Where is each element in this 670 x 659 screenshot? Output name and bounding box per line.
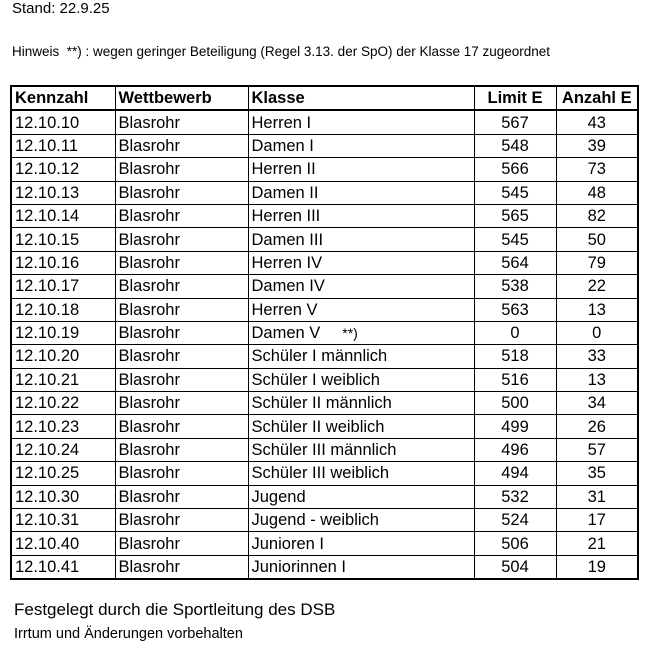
table-row [11,275,638,298]
cell-anzahl: 57 [556,438,638,461]
cell-klasse [248,415,474,438]
cell-kennzahl: 12.10.11 [11,134,115,157]
table-row [11,368,638,391]
cell-kennzahl: 12.10.14 [11,204,115,227]
cell-anzahl: 35 [556,462,638,485]
cell-anzahl: 39 [556,134,638,157]
klasse-label: Damen IV [251,277,325,296]
table-row [11,204,638,227]
cell-kennzahl: 12.10.30 [11,485,115,508]
cell-klasse [248,368,474,391]
cell-limit: 524 [474,509,556,532]
klasse-label: Jugend [251,487,306,506]
klasse-label: Juniorinnen I [251,558,346,576]
cell-kennzahl: 12.10.40 [11,532,115,555]
klasse-label: Damen V [251,324,321,343]
cell-kennzahl: 12.10.25 [11,462,115,485]
klasse-label: Damen III [251,230,324,249]
cell-wettbewerb: Blasrohr [115,298,248,321]
cell-wettbewerb: Blasrohr [115,158,248,181]
table-row [11,392,638,415]
cell-klasse [248,228,474,251]
table-row [11,228,638,251]
cell-limit: 518 [474,345,556,368]
cell-limit: 564 [474,251,556,274]
cell-wettbewerb: Blasrohr [115,462,248,485]
cell-limit: 516 [474,368,556,391]
table-row [11,321,638,344]
table-row [11,438,638,461]
cell-anzahl: 50 [556,228,638,251]
cell-anzahl: 31 [556,485,638,508]
klasse-label: Schüler III männlich [251,441,397,460]
cell-anzahl: 21 [556,532,638,555]
cell-klasse [248,181,474,204]
klasse-label: Schüler II weiblich [251,417,385,436]
cell-wettbewerb: Blasrohr [115,345,248,368]
cell-wettbewerb: Blasrohr [115,485,248,508]
cell-kennzahl: 12.10.41 [11,555,115,579]
table-row [11,462,638,485]
cell-limit: 545 [474,228,556,251]
header-row [11,86,638,110]
cell-wettbewerb: Blasrohr [115,228,248,251]
cell-kennzahl: 12.10.12 [11,158,115,181]
cell-kennzahl: 12.10.15 [11,228,115,251]
cell-klasse [248,158,474,181]
cell-klasse [248,485,474,508]
table-row [11,532,638,555]
table-row [11,415,638,438]
cell-wettbewerb: Blasrohr [115,251,248,274]
cell-kennzahl: 12.10.22 [11,392,115,415]
cell-wettbewerb: Blasrohr [115,368,248,391]
table-row [11,345,638,368]
cell-klasse [248,321,474,344]
cell-kennzahl: 12.10.19 [11,321,115,344]
column-header-limit: Limit E [474,86,556,110]
cell-klasse [248,392,474,415]
cell-wettbewerb: Blasrohr [115,110,248,134]
cell-wettbewerb: Blasrohr [115,204,248,227]
cell-limit: 0 [474,321,556,344]
cell-anzahl: 43 [556,110,638,134]
table-row [11,298,638,321]
cell-wettbewerb: Blasrohr [115,532,248,555]
klasse-label: Herren I [251,113,312,132]
cell-limit: 532 [474,485,556,508]
cell-limit: 538 [474,275,556,298]
cell-klasse [248,345,474,368]
klasse-label: Junioren I [251,534,324,553]
table-row [11,158,638,181]
klasse-label: Herren III [251,207,321,226]
cell-wettbewerb: Blasrohr [115,555,248,579]
cell-anzahl: 34 [556,392,638,415]
table-body [11,110,638,579]
cell-kennzahl: 12.10.24 [11,438,115,461]
table-header [11,86,638,110]
cell-klasse [248,110,474,134]
table-row [11,251,638,274]
table-row [11,134,638,157]
cell-limit: 548 [474,134,556,157]
column-header-wettbewerb: Wettbewerb [115,86,248,110]
cell-anzahl: 33 [556,345,638,368]
cell-kennzahl: 12.10.31 [11,509,115,532]
cell-limit: 499 [474,415,556,438]
cell-anzahl: 79 [556,251,638,274]
klasse-label: Schüler I weiblich [251,370,380,389]
cell-anzahl: 13 [556,368,638,391]
cell-anzahl: 13 [556,298,638,321]
klasse-label: Herren V [251,300,318,319]
cell-anzahl: 82 [556,204,638,227]
cell-anzahl: 17 [556,509,638,532]
cell-klasse [248,204,474,227]
cell-limit: 566 [474,158,556,181]
table-row [11,555,638,579]
klasse-label: Herren II [251,160,316,179]
cell-kennzahl: 12.10.16 [11,251,115,274]
table-row [11,181,638,204]
cell-wettbewerb: Blasrohr [115,392,248,415]
column-header-anzahl: Anzahl E [556,86,638,110]
column-header-kennzahl: Kennzahl [11,86,115,110]
cell-klasse [248,134,474,157]
footer-disclaimer: Irrtum und Änderungen vorbehalten [14,626,243,642]
results-table [10,85,639,580]
cell-klasse [248,438,474,461]
table-row [11,110,638,134]
cell-limit: 504 [474,555,556,579]
cell-wettbewerb: Blasrohr [115,275,248,298]
cell-wettbewerb: Blasrohr [115,181,248,204]
cell-kennzahl: 12.10.23 [11,415,115,438]
cell-limit: 563 [474,298,556,321]
cell-limit: 565 [474,204,556,227]
cell-limit: 567 [474,110,556,134]
column-header-klasse: Klasse [248,86,474,110]
klasse-label: Jugend - weiblich [251,511,379,530]
cell-anzahl: 19 [556,555,638,579]
cell-wettbewerb: Blasrohr [115,438,248,461]
hinweis-note: Hinweis **) : wegen geringer Beteiligung (Regel 3.13. der SpO) der Klasse 17 zugeordnet [12,44,551,59]
cell-limit: 500 [474,392,556,415]
table-row [11,485,638,508]
cell-klasse [248,555,474,579]
klasse-label: Damen II [251,183,319,202]
cell-wettbewerb: Blasrohr [115,321,248,344]
klasse-label: Schüler III weiblich [251,464,390,483]
cell-kennzahl: 12.10.13 [11,181,115,204]
klasse-label: Schüler I männlich [251,347,388,366]
footer-sportleitung: Festgelegt durch die Sportleitung des DSB [14,600,336,619]
cell-klasse [248,275,474,298]
cell-limit: 496 [474,438,556,461]
cell-anzahl: 73 [556,158,638,181]
cell-klasse [248,462,474,485]
cell-kennzahl: 12.10.21 [11,368,115,391]
cell-limit: 494 [474,462,556,485]
cell-anzahl: 26 [556,415,638,438]
cell-klasse [248,298,474,321]
cell-klasse [248,532,474,555]
cell-anzahl: 48 [556,181,638,204]
cell-kennzahl: 12.10.20 [11,345,115,368]
table-row [11,509,638,532]
cell-anzahl: 0 [556,321,638,344]
cell-klasse [248,251,474,274]
cell-kennzahl: 12.10.18 [11,298,115,321]
cell-limit: 545 [474,181,556,204]
klasse-label: Damen I [251,136,314,155]
klasse-label: Schüler II männlich [251,394,392,413]
cell-wettbewerb: Blasrohr [115,134,248,157]
cell-limit: 506 [474,532,556,555]
klasse-label: Herren IV [251,253,323,272]
cell-anzahl: 22 [556,275,638,298]
cell-wettbewerb: Blasrohr [115,509,248,532]
stand-date: Stand: 22.9.25 [12,0,110,17]
footnote-marker: **) [342,325,358,342]
cell-wettbewerb: Blasrohr [115,415,248,438]
cell-klasse [248,509,474,532]
cell-kennzahl: 12.10.17 [11,275,115,298]
cell-kennzahl: 12.10.10 [11,110,115,134]
